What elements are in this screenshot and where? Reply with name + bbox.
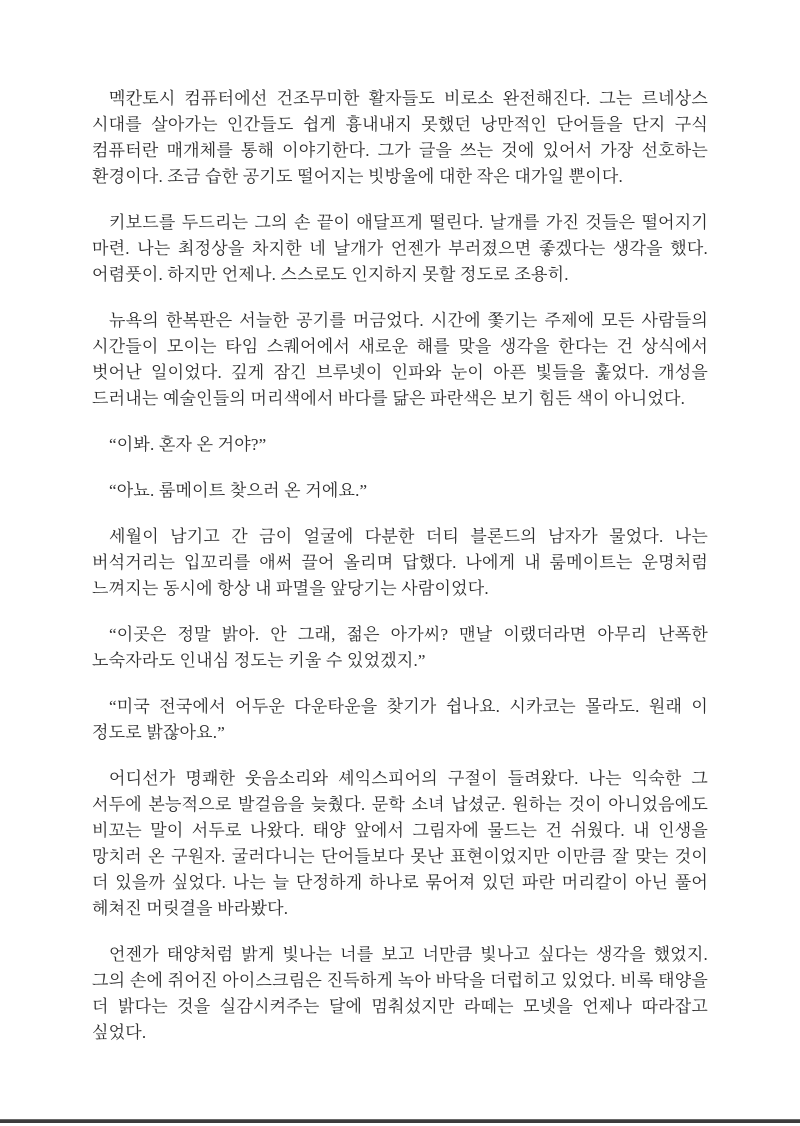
- paragraph: 어디선가 명쾌한 웃음소리와 셰익스피어의 구절이 들려왔다. 나는 익숙한 그 서두에 본능적으로 발걸음을 늦췄다. 문학 소녀 납셨군. 원하는 것이 아니었음에도 비꼬는 말이 서두로 나왔다. 태양 앞에서 그림자에 물드는 건 쉬웠다. 내 인생을 망치러 온 구원자. 굴러다니는 단어들보다 못난 표현이었지만 이만큼 잘 맞는 것이 더 있을까 싶었다. 나는 늘 단정하게 하나로 묶어져 있던 파란 머리칼이 아닌 풀어 헤쳐진 머릿결을 바라봤다.: [92, 769, 708, 918]
- paragraph: 키보드를 두드리는 그의 손 끝이 애달프게 떨린다. 날개를 가진 것들은 떨어지기 마련. 나는 최정상을 차지한 네 날개가 언젠가 부러졌으면 좋겠다는 생각을 했다. 어렴풋이. 하지만 언제나. 스스로도 인지하지 못할 정도로 조용히.: [92, 213, 708, 284]
- page-bottom-divider: [0, 1119, 800, 1123]
- paragraph: “아뇨. 룸메이트 찾으러 온 거에요.”: [109, 481, 368, 500]
- paragraph: 뉴욕의 한복판은 서늘한 공기를 머금었다. 시간에 쫓기는 주제에 모든 사람들의 시간들이 모이는 타임 스퀘어에서 새로운 해를 맞을 생각을 한다는 건 상식에서 벗어난 일이었다. 깊게 잠긴 브루넷이 인파와 눈이 아픈 빛들을 훑었다. 개성을 드러내는 예술인들의 머리색에서 바다를 닮은 파란색은 보기 힘든 색이 아니었다.: [92, 311, 708, 408]
- story-text: [92, 86, 708, 1046]
- paragraph: “미국 전국에서 어두운 다운타운을 찾기가 쉽나요. 시카코는 몰라도. 원래 이 정도로 밝잖아요.”: [92, 697, 708, 742]
- paragraph: 세월이 남기고 간 금이 얼굴에 다분한 더티 블론드의 남자가 물었다. 나는 버석거리는 입꼬리를 애써 끌어 올리며 답했다. 나에게 내 룸메이트는 운명처럼 느껴지는 동시에 항상 내 파멸을 앞당기는 사람이었다.: [92, 527, 708, 598]
- paragraph: “이봐. 혼자 온 거야?”: [109, 435, 267, 454]
- paragraph: “이곳은 정말 밝아. 안 그래, 젊은 아가씨? 맨날 이랬더라면 아무리 난폭한 노숙자라도 인내심 정도는 키울 수 있었겠지.”: [92, 625, 708, 670]
- paragraph: 언젠가 태양처럼 밝게 빛나는 너를 보고 너만큼 빛나고 싶다는 생각을 했었지. 그의 손에 쥐어진 아이스크림은 진득하게 녹아 바닥을 더럽히고 있었다. 비록 태양을 더 밝다는 것을 실감시켜주는 달에 멈춰섰지만 라떼는 모넷을 언제나 따라잡고 싶었다.: [92, 945, 708, 1042]
- paragraph: 멕칸토시 컴퓨터에선 건조무미한 활자들도 비로소 완전해진다. 그는 르네상스 시대를 살아가는 인간들도 쉽게 흉내내지 못했던 낭만적인 단어들을 단지 구식 컴퓨터란 매개체를 통해 이야기한다. 그가 글을 쓰는 것에 있어서 가장 선호하는 환경이다. 조금 습한 공기도 떨어지는 빗방울에 대한 작은 대가일 뿐이다.: [92, 89, 708, 186]
